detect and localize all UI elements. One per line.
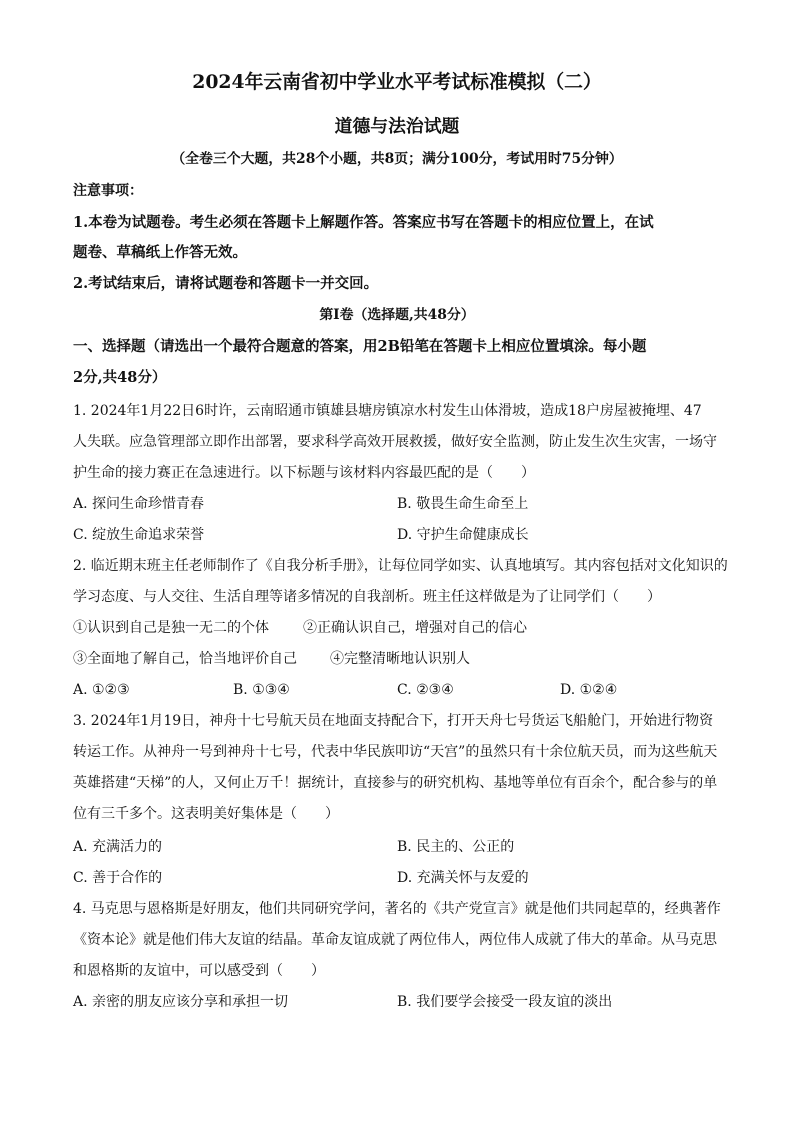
question-1-option-b: B. 敬畏生命生命至上	[397, 496, 529, 512]
notice-item: 1.本卷为试题卷。考生必须在答题卡上解题作答。答案应书写在答题卡的相应位置上，在试	[73, 214, 654, 231]
question-3-stem: 3. 2024年1月19日，神舟十七号航天员在地面支持配合下，打开天舟七号货运飞船舱门，开始进行物资	[73, 713, 714, 729]
question-2-stem: 学习态度、与人交往、生活自理等诸多情况的自我剖析。班主任这样做是为了让同学们（ ）	[73, 589, 661, 605]
question-3-option-c: C. 善于合作的	[73, 870, 163, 886]
exam-info: （全卷三个大题，共28个小题，共8页；满分100分，考试用时75分钟）	[171, 151, 623, 167]
question-1-stem: 护生命的接力赛正在急速进行。以下标题与该材料内容最匹配的是（ ）	[73, 465, 535, 481]
question-1-option-d: D. 守护生命健康成长	[397, 527, 529, 543]
question-3-stem: 位有三千多个。这表明美好集体是（ ）	[73, 806, 339, 822]
question-4-option-a: A. 亲密的朋友应该分享和承担一切	[73, 994, 289, 1010]
question-3-stem: 英雄搭建“天梯”的人，又何止万千！据统计，直接参与的研究机构、基地等单位有百余个，配合参与的单	[73, 775, 718, 791]
question-2-statement: ①认识到自己是独一无二的个体	[73, 620, 269, 636]
notice-item: 2.考试结束后，请将试题卷和答题卡一并交回。	[73, 275, 379, 292]
question-3-option-d: D. 充满关怀与友爱的	[397, 870, 529, 886]
section-instruction: 2分,共48分）	[73, 369, 167, 386]
section-instruction: 一、选择题（请选出一个最符合题意的答案，用2B铅笔在答题卡上相应位置填涂。每小题	[73, 338, 647, 355]
section-heading: 第Ⅰ卷（选择题,共48分）	[319, 307, 475, 323]
question-4-stem: 《资本论》就是他们伟大友谊的结晶。革命友谊成就了两位伟人，两位伟人成就了伟大的革命。从马克思	[73, 932, 717, 948]
question-3-option-b: B. 民主的、公正的	[397, 839, 515, 855]
exam-subject: 道德与法治试题	[334, 116, 460, 137]
notice-item: 题卷、草稿纸上作答无效。	[73, 244, 247, 261]
question-4-option-b: B. 我们要学会接受一段友谊的淡出	[397, 994, 613, 1010]
question-1-stem: 1. 2024年1月22日6时许，云南昭通市镇雄县塘房镇凉水村发生山体滑坡，造成18户房屋被掩埋、47	[73, 403, 702, 419]
question-3-stem: 转运工作。从神舟一号到神舟十七号，代表中华民族叩访“天宫”的虽然只有十余位航天员，而为这些航天	[73, 744, 718, 760]
question-1-option-a: A. 探问生命珍惜青春	[73, 496, 205, 512]
question-2-option-d: D. ①②④	[560, 682, 618, 698]
question-3-option-a: A. 充满活力的	[73, 839, 163, 855]
question-1-stem: 人失联。应急管理部立即作出部署，要求科学高效开展救援，做好安全监测，防止发生次生灾害，一场守	[73, 434, 717, 450]
question-2-statement: ②正确认识自己，增强对自己的信心	[303, 620, 527, 636]
question-4-stem: 和恩格斯的友谊中，可以感受到（ ）	[73, 963, 325, 979]
question-2-stem: 2. 临近期末班主任老师制作了《自我分析手册》，让每位同学如实、认真地填写。其内容包括对文化知识的	[73, 558, 728, 574]
question-2-option-c: C. ②③④	[397, 682, 454, 698]
question-4-stem: 4. 马克思与恩格斯是好朋友，他们共同研究学问，著名的《共产党宣言》就是他们共同起草的，经典著作	[73, 901, 721, 917]
question-2-option-a: A. ①②③	[73, 682, 130, 698]
question-1-option-c: C. 绽放生命追求荣誉	[73, 527, 205, 543]
question-2-statement: ④完整清晰地认识别人	[330, 651, 470, 667]
exam-title: 2024年云南省初中学业水平考试标准模拟（二）	[192, 71, 602, 93]
question-2-option-b: B. ①③④	[233, 682, 290, 698]
notice-heading: 注意事项：	[73, 183, 143, 199]
question-2-statement: ③全面地了解自己，恰当地评价自己	[73, 651, 297, 667]
